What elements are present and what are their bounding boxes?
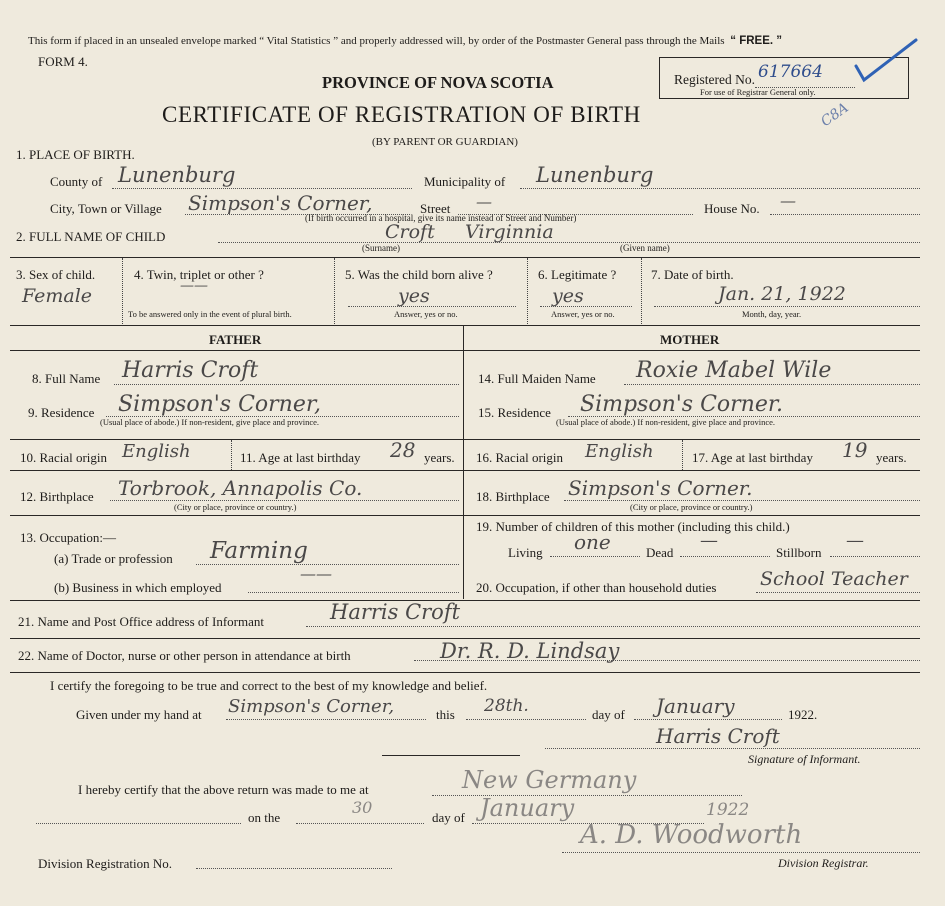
house-line bbox=[770, 214, 920, 215]
alive-line bbox=[348, 306, 516, 307]
father-heading-rule bbox=[10, 350, 463, 351]
father-business-line bbox=[248, 592, 459, 593]
registered-number: 617664 bbox=[758, 62, 823, 82]
dead-value: — bbox=[700, 530, 718, 551]
stillborn-line bbox=[830, 556, 920, 557]
father-trade-label: (a) Trade or profession bbox=[54, 551, 173, 566]
certify-statement: I certify the foregoing to be true and correct to the best of my knowledge and belief. bbox=[50, 678, 488, 693]
registrar-place-line bbox=[432, 795, 742, 796]
mother-heading-rule bbox=[464, 350, 920, 351]
alive-value: yes bbox=[398, 285, 430, 307]
registrar-day-value: 30 bbox=[352, 798, 373, 817]
registrar-signature-line bbox=[562, 852, 920, 853]
doctor-label: 22. Name of Doctor, nurse or other person in attendance at birth bbox=[18, 648, 351, 663]
legit-label: 6. Legitimate ? bbox=[538, 267, 617, 282]
father-rule-occupation bbox=[10, 515, 463, 516]
margin-note: C8A bbox=[818, 99, 852, 131]
living-line bbox=[550, 556, 640, 557]
informant-signature: Harris Croft bbox=[656, 724, 780, 748]
father-name-label: 8. Full Name bbox=[32, 371, 101, 386]
postal-notice bbox=[28, 36, 782, 48]
registered-label: Registered No. bbox=[674, 72, 755, 87]
municipality-line bbox=[520, 188, 920, 189]
surname-caption: (Surname) bbox=[362, 243, 400, 253]
mother-age-label: 17. Age at last birthday bbox=[692, 450, 813, 465]
child-name-label: 2. FULL NAME OF CHILD bbox=[16, 229, 166, 244]
month-value: January bbox=[656, 694, 735, 718]
county-label: County of bbox=[50, 174, 103, 189]
division-registration-line bbox=[196, 868, 392, 869]
registrar-statement: I hereby certify that the above return was made to me at bbox=[78, 782, 369, 797]
day-line bbox=[466, 719, 586, 720]
father-age-value: 28 bbox=[390, 438, 416, 462]
stamp-line bbox=[382, 755, 520, 756]
rule-parents-top bbox=[10, 325, 920, 326]
street-value: — bbox=[476, 192, 492, 211]
municipality-value: Lunenburg bbox=[536, 163, 654, 187]
check-mark-icon bbox=[852, 36, 922, 86]
certificate-subtitle: (BY PARENT OR GUARDIAN) bbox=[372, 136, 518, 148]
mother-occupation-value: School Teacher bbox=[760, 568, 908, 590]
house-value: — bbox=[780, 191, 796, 210]
street-label: Street bbox=[420, 201, 451, 216]
informant-label: 21. Name and Post Office address of Informant bbox=[18, 614, 264, 629]
father-name-value: Harris Croft bbox=[122, 358, 259, 383]
father-name-line bbox=[114, 384, 459, 385]
city-label: City, Town or Village bbox=[50, 201, 162, 216]
father-racial-label: 10. Racial origin bbox=[20, 450, 108, 465]
father-birthplace-label: 12. Birthplace bbox=[20, 489, 94, 504]
postal-notice-free: “ FREE. ” bbox=[730, 35, 783, 47]
doctor-value: Dr. R. D. Lindsay bbox=[440, 639, 620, 663]
rule-details-top bbox=[10, 257, 920, 258]
child-surname: Croft bbox=[385, 221, 435, 243]
mother-birthplace-label: 18. Birthplace bbox=[476, 489, 550, 504]
mother-birthplace-value: Simpson's Corner. bbox=[568, 476, 753, 500]
hospital-note: (If birth occurred in a hospital, give its name instead of Street and Number) bbox=[305, 213, 577, 223]
postal-notice-text: This form if placed in an unsealed envelope marked “ Vital Statistics ” and properly addressed will, by order of the Postmaster General pass through the Mails bbox=[28, 35, 725, 47]
twin-value: —— bbox=[180, 278, 208, 294]
registrar-year-value: 1922 bbox=[706, 800, 750, 820]
mother-name-value: Roxie Mabel Wile bbox=[636, 358, 832, 383]
sex-label: 3. Sex of child. bbox=[16, 267, 96, 282]
rule-doctor bbox=[10, 672, 920, 673]
registrar-signature-caption: Division Registrar. bbox=[778, 856, 869, 870]
divider-5 bbox=[527, 258, 528, 324]
sex-value: Female bbox=[22, 285, 93, 307]
divider-3 bbox=[122, 258, 123, 324]
living-value: one bbox=[574, 530, 611, 554]
twin-note: To be answered only in the event of plural birth. bbox=[128, 309, 292, 319]
informant-line bbox=[306, 626, 920, 627]
province-heading: PROVINCE OF NOVA SCOTIA bbox=[322, 73, 554, 92]
divider-6 bbox=[641, 258, 642, 324]
twin-label: 4. Twin, triplet or other ? bbox=[134, 267, 264, 282]
divider-4 bbox=[334, 258, 335, 324]
father-racial-divider bbox=[231, 440, 232, 470]
father-residence-label: 9. Residence bbox=[28, 405, 95, 420]
father-birthplace-value: Torbrook, Annapolis Co. bbox=[118, 476, 363, 500]
mother-residence-note: (Usual place of abode.) If non-resident, give place and province. bbox=[556, 417, 776, 427]
mother-racial-divider bbox=[682, 440, 683, 470]
signature-caption: Signature of Informant. bbox=[748, 752, 861, 766]
mother-racial-label: 16. Racial origin bbox=[476, 450, 564, 465]
legit-value: yes bbox=[552, 285, 584, 307]
father-occupation-label: 13. Occupation:— bbox=[20, 530, 117, 545]
father-birthplace-line bbox=[110, 500, 459, 501]
living-label: Living bbox=[508, 545, 543, 560]
parents-divider bbox=[463, 326, 464, 599]
father-trade-value: Farming bbox=[210, 538, 308, 564]
mother-racial-value: English bbox=[585, 441, 654, 462]
mother-name-line bbox=[624, 384, 920, 385]
father-rule-birthplace bbox=[10, 470, 463, 471]
father-heading: FATHER bbox=[209, 332, 262, 347]
mother-rule-children bbox=[464, 515, 920, 516]
mother-residence-value: Simpson's Corner. bbox=[580, 392, 783, 417]
father-residence-note: (Usual place of abode.) If non-resident, give place and province. bbox=[100, 417, 320, 427]
day-value: 28th. bbox=[484, 696, 529, 716]
legit-note: Answer, yes or no. bbox=[551, 309, 615, 319]
legit-line bbox=[540, 306, 632, 307]
mother-name-label: 14. Full Maiden Name bbox=[478, 371, 596, 386]
form-number: FORM 4. bbox=[38, 54, 88, 69]
rule-parents-bottom bbox=[10, 600, 920, 601]
municipality-label: Municipality of bbox=[424, 174, 506, 189]
father-residence-value: Simpson's Corner, bbox=[118, 392, 321, 417]
month-line bbox=[634, 719, 782, 720]
mother-occupation-line bbox=[756, 592, 920, 593]
mother-age-value: 19 bbox=[842, 438, 868, 462]
child-given-name: Virginnia bbox=[465, 221, 554, 243]
father-age-label: 11. Age at last birthday bbox=[240, 450, 361, 465]
mother-residence-label: 15. Residence bbox=[478, 405, 551, 420]
father-age-unit: years. bbox=[424, 450, 455, 465]
informant-value: Harris Croft bbox=[330, 600, 461, 624]
house-label: House No. bbox=[704, 201, 760, 216]
father-birthplace-note: (City or place, province or country.) bbox=[174, 502, 297, 512]
dead-line bbox=[680, 556, 770, 557]
dob-value: Jan. 21, 1922 bbox=[718, 283, 846, 305]
father-business-label: (b) Business in which employed bbox=[54, 580, 222, 595]
alive-note: Answer, yes or no. bbox=[394, 309, 458, 319]
year-value: 1922. bbox=[788, 707, 818, 722]
registrar-blank-line bbox=[36, 823, 241, 824]
mother-children-label: 19. Number of children of this mother (including this child.) bbox=[476, 519, 790, 534]
registrar-month-value: January bbox=[480, 794, 575, 822]
dob-line bbox=[654, 306, 920, 307]
mother-rule-birthplace bbox=[464, 470, 920, 471]
dead-label: Dead bbox=[646, 545, 674, 560]
stillborn-value: — bbox=[846, 530, 864, 551]
dob-note: Month, day, year. bbox=[742, 309, 802, 319]
this-label: this bbox=[436, 707, 455, 722]
county-line bbox=[112, 188, 412, 189]
father-business-value: —— bbox=[300, 564, 332, 583]
child-name-line bbox=[218, 242, 920, 243]
given-label: Given under my hand at bbox=[76, 707, 202, 722]
mother-occupation-label: 20. Occupation, if other than household duties bbox=[476, 580, 717, 595]
mother-age-unit: years. bbox=[876, 450, 907, 465]
mother-birthplace-line bbox=[564, 500, 920, 501]
place-heading: 1. PLACE OF BIRTH. bbox=[16, 147, 135, 162]
city-value: Simpson's Corner, bbox=[188, 191, 373, 215]
given-place-value: Simpson's Corner, bbox=[228, 696, 395, 717]
father-racial-value: English bbox=[122, 441, 191, 462]
registrar-note: For use of Registrar General only. bbox=[700, 87, 816, 97]
registrar-place-value: New Germany bbox=[462, 766, 637, 794]
day-of-label: day of bbox=[592, 707, 625, 722]
certificate-title: CERTIFICATE OF REGISTRATION OF BIRTH bbox=[162, 102, 641, 127]
mother-birthplace-note: (City or place, province or country.) bbox=[630, 502, 753, 512]
county-value: Lunenburg bbox=[118, 163, 236, 187]
registrar-day-of-label: day of bbox=[432, 810, 465, 825]
given-caption: (Given name) bbox=[620, 243, 670, 253]
on-the-label: on the bbox=[248, 810, 281, 825]
signature-line bbox=[545, 748, 920, 749]
given-place-line bbox=[226, 719, 426, 720]
alive-label: 5. Was the child born alive ? bbox=[345, 267, 493, 282]
registrar-signature: A. D. Woodworth bbox=[580, 820, 803, 850]
mother-heading: MOTHER bbox=[660, 332, 720, 347]
stillborn-label: Stillborn bbox=[776, 545, 822, 560]
division-registration-label: Division Registration No. bbox=[38, 856, 172, 871]
registrar-day-line bbox=[296, 823, 424, 824]
dob-label: 7. Date of birth. bbox=[651, 267, 734, 282]
